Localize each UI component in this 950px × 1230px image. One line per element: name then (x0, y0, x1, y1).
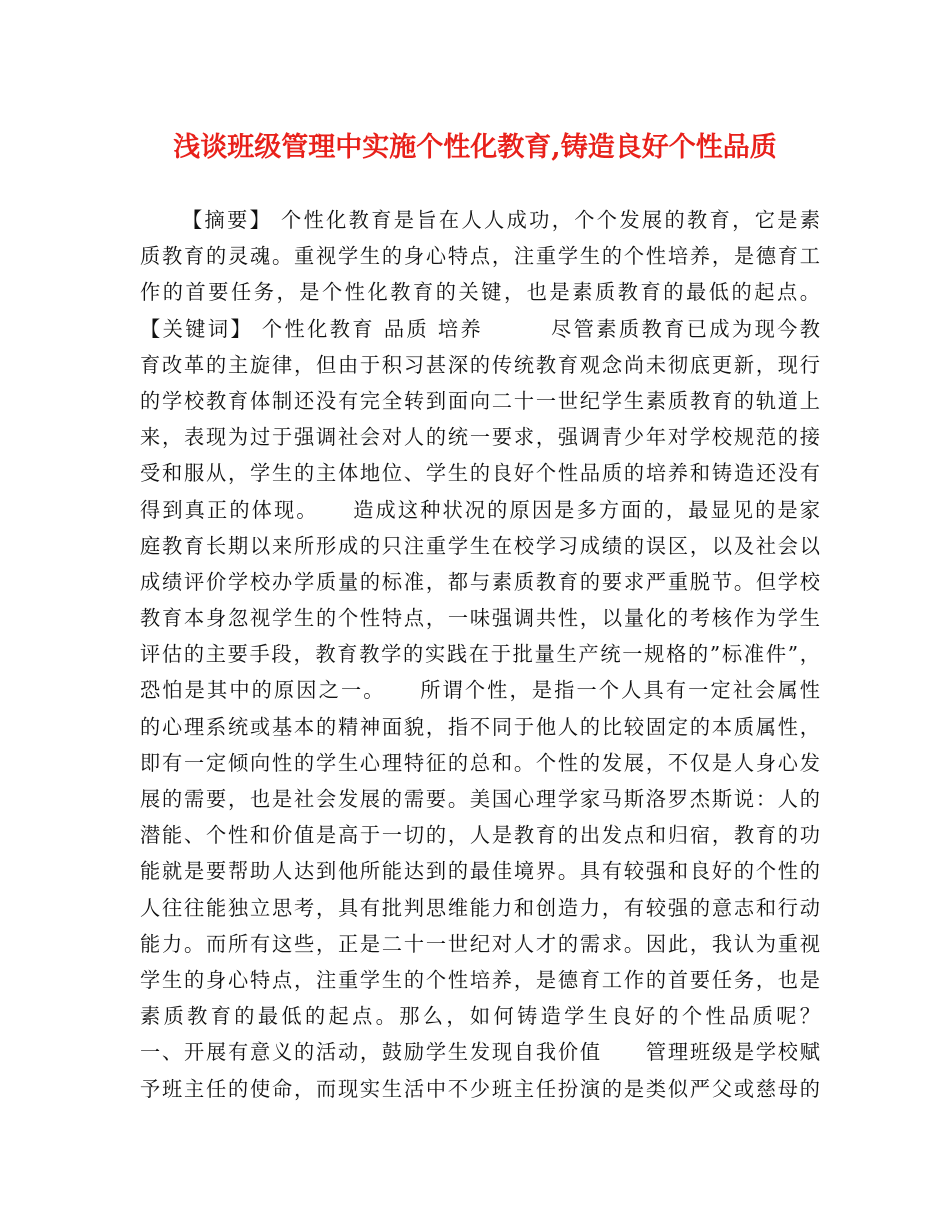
body-line-17: 展的需要，也是社会发展的需要。美国心理学家马斯洛罗杰斯说：人的 (140, 787, 820, 811)
body-line-3: 作的首要任务，是个性化教育的关键，也是素质教育的最低的起点。 (140, 280, 820, 305)
body-line-1: 【摘要】 个性化教育是旨在人人成功，个个发展的教育，它是素 (182, 208, 820, 232)
body-line-19: 能就是要帮助人达到他所能达到的最佳境界。具有较强和良好的个性的 (140, 859, 820, 884)
body-line-7: 来，表现为过于强调社会对人的统一要求，强调青少年对学校规范的接 (140, 425, 820, 450)
body-line-15: 的心理系统或基本的精神面貌，指不同于他人的比较固定的本质属性， (140, 714, 820, 739)
body-line-11: 成绩评价学校办学质量的标准，都与素质教育的要求严重脱节。但学校 (140, 569, 820, 594)
body-line-21: 能力。而所有这些，正是二十一世纪对人才的需求。因此，我认为重视 (140, 931, 820, 956)
body-line-22: 学生的身心特点，注重学生的个性培养，是德育工作的首要任务，也是 (140, 967, 820, 992)
body-line-8: 受和服从，学生的主体地位、学生的良好个性品质的培养和铸造还没有 (140, 461, 820, 486)
body-line-24: 一、开展有意义的活动，鼓励学生发现自我价值 管理班级是学校赋 (140, 1040, 820, 1065)
body-line-9: 得到真正的体现。 造成这种状况的原因是多方面的，最显见的是家 (140, 497, 820, 522)
body-line-16: 即有一定倾向性的学生心理特征的总和。个性的发展，不仅是人身心发 (140, 750, 820, 775)
body-line-2: 质教育的灵魂。重视学生的身心特点，注重学生的个性培养，是德育工 (140, 244, 820, 269)
body-line-5: 育改革的主旋律，但由于积习甚深的传统教育观念尚未彻底更新，现行 (140, 352, 820, 377)
body-line-6: 的学校教育体制还没有完全转到面向二十一世纪学生素质教育的轨道上 (140, 388, 820, 413)
body-line-12: 教育本身忽视学生的个性特点，一味强调共性，以量化的考核作为学生 (140, 606, 820, 631)
document-body (140, 202, 820, 1107)
body-line-20: 人往往能独立思考，具有批判思维能力和创造力，有较强的意志和行动 (140, 895, 820, 920)
body-line-25: 予班主任的使命，而现实生活中不少班主任扮演的是类似严父或慈母的 (140, 1076, 820, 1101)
body-line-18: 潜能、个性和价值是高于一切的，人是教育的出发点和归宿，教育的功 (140, 823, 820, 848)
body-line-13: 评估的主要手段，教育教学的实践在于批量生产统一规格的”标准件”， (140, 642, 820, 667)
body-line-4: 【关键词】 个性化教育 品质 培养 尽管素质教育已成为现今教 (140, 316, 820, 341)
document-title: 浅谈班级管理中实施个性化教育,铸造良好个性品质 (173, 132, 777, 163)
body-line-10: 庭教育长期以来所形成的只注重学生在校学习成绩的误区，以及社会以 (140, 533, 820, 558)
body-line-23: 素质教育的最低的起点。那么，如何铸造学生良好的个性品质呢？ (140, 1004, 820, 1029)
body-line-14: 恐怕是其中的原因之一。 所谓个性，是指一个人具有一定社会属性 (140, 678, 820, 703)
